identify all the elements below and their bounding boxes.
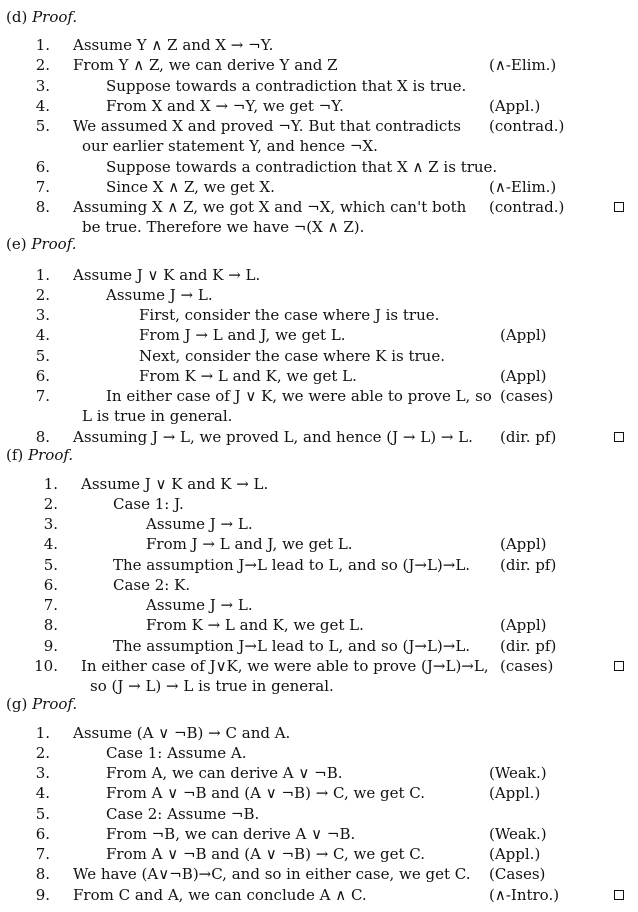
justification: (contrad.) [489, 198, 565, 216]
qed-box-icon [614, 202, 624, 212]
line-text: From A ∨ ¬B and (A ∨ ¬B) → C, we get C. [106, 845, 425, 863]
line-number: 4. [43, 535, 58, 553]
justification: (∧-Intro.) [489, 886, 560, 904]
proof-title: Proof. [32, 8, 78, 26]
line-text: Case 1: J. [113, 495, 184, 513]
proof-title: Proof. [32, 695, 78, 713]
line-text: Assume J → L. [146, 515, 253, 533]
proof-item-letter: (d) [6, 8, 28, 26]
line-number: 5. [35, 347, 50, 365]
justification: (Weak.) [489, 825, 547, 843]
line-text: Assume J → L. [146, 596, 253, 614]
justification: (dir. pf) [500, 556, 557, 574]
justification: (Cases) [489, 865, 546, 883]
line-number: 4. [35, 784, 50, 802]
justification: (dir. pf) [500, 637, 557, 655]
line-number: 9. [43, 637, 58, 655]
line-text: Assume (A ∨ ¬B) → C and A. [73, 724, 291, 742]
justification: (Appl) [500, 616, 547, 634]
line-number: 8. [35, 198, 50, 216]
proof-label [6, 695, 77, 713]
line-number: 2. [43, 495, 58, 513]
proof-item-letter: (e) [6, 235, 27, 253]
line-number: 7. [35, 387, 50, 405]
line-number: 7. [43, 596, 58, 614]
line-text: Case 2: K. [113, 576, 191, 594]
proof-title: Proof. [28, 446, 74, 464]
line-text: The assumption J→L lead to L, and so (J→L)→L. [113, 637, 471, 655]
justification: (Weak.) [489, 764, 547, 782]
proof-title: Proof. [31, 235, 77, 253]
line-number: 7. [35, 845, 50, 863]
line-text: Assume J ∨ K and K → L. [81, 475, 269, 493]
justification: (Appl) [500, 367, 547, 385]
line-number: 6. [43, 576, 58, 594]
justification: (Appl.) [489, 845, 541, 863]
line-number: 4. [35, 97, 50, 115]
proof-label [6, 8, 77, 26]
line-number: 5. [35, 805, 50, 823]
line-text: In either case of J ∨ K, we were able to prove L, so [106, 387, 492, 405]
line-number: 3. [35, 764, 50, 782]
proof-label [6, 446, 73, 464]
line-text-continued: our earlier statement Y, and hence ¬X. [82, 137, 378, 155]
line-number: 2. [35, 744, 50, 762]
qed-box-icon [614, 661, 624, 671]
line-number: 8. [35, 428, 50, 446]
line-text: In either case of J∨K, we were able to prove (J→L)→L, [81, 657, 489, 675]
line-number: 1. [35, 36, 50, 54]
line-text-continued: be true. Therefore we have ¬(X ∧ Z). [82, 218, 365, 236]
line-number: 1. [35, 724, 50, 742]
line-number: 1. [43, 475, 58, 493]
justification: (Appl) [500, 326, 547, 344]
justification: (cases) [500, 387, 554, 405]
line-text: Suppose towards a contradiction that X ∧ Z is true. [106, 158, 498, 176]
line-text: Assume J ∨ K and K → L. [73, 266, 261, 284]
justification: (Appl) [500, 535, 547, 553]
line-number: 8. [35, 865, 50, 883]
qed-box-icon [614, 890, 624, 900]
line-number: 3. [35, 306, 50, 324]
line-number: 3. [43, 515, 58, 533]
line-text: We have (A∨¬B)→C, and so in either case, we get C. [73, 865, 471, 883]
line-text: From X and X → ¬Y, we get ¬Y. [106, 97, 344, 115]
line-number: 5. [35, 117, 50, 135]
justification: (dir. pf) [500, 428, 557, 446]
line-text: We assumed X and proved ¬Y. But that contradicts [73, 117, 461, 135]
line-text-continued: L is true in general. [82, 407, 233, 425]
justification: (Appl.) [489, 97, 541, 115]
proof-label [6, 235, 77, 253]
qed-box-icon [614, 432, 624, 442]
line-number: 3. [35, 77, 50, 95]
proof-item-letter: (f) [6, 446, 24, 464]
justification: (cases) [500, 657, 554, 675]
justification: (∧-Elim.) [489, 56, 557, 74]
line-number: 2. [35, 286, 50, 304]
line-text: Assuming X ∧ Z, we got X and ¬X, which can't both [73, 198, 467, 216]
line-number: 9. [35, 886, 50, 904]
line-text: Assume J → L. [106, 286, 213, 304]
line-text: From K → L and K, we get L. [139, 367, 357, 385]
line-text: From J → L and J, we get L. [146, 535, 353, 553]
line-text: First, consider the case where J is true. [139, 306, 440, 324]
line-number: 6. [35, 158, 50, 176]
line-number: 8. [43, 616, 58, 634]
line-text: Since X ∧ Z, we get X. [106, 178, 275, 196]
line-number: 6. [35, 825, 50, 843]
justification: (Appl.) [489, 784, 541, 802]
line-text: From ¬B, we can derive A ∨ ¬B. [106, 825, 356, 843]
line-text: From A, we can derive A ∨ ¬B. [106, 764, 343, 782]
line-number: 4. [35, 326, 50, 344]
line-text: Assuming J → L, we proved L, and hence (J → L) → L. [73, 428, 473, 446]
line-text: Assume Y ∧ Z and X → ¬Y. [73, 36, 274, 54]
line-text: Suppose towards a contradiction that X is true. [106, 77, 467, 95]
line-number: 10. [34, 657, 58, 675]
line-text: From C and A, we can conclude A ∧ C. [73, 886, 367, 904]
line-text: The assumption J→L lead to L, and so (J→L)→L. [113, 556, 471, 574]
line-number: 6. [35, 367, 50, 385]
line-text: From J → L and J, we get L. [139, 326, 346, 344]
justification: (contrad.) [489, 117, 565, 135]
line-text: Next, consider the case where K is true. [139, 347, 445, 365]
line-number: 7. [35, 178, 50, 196]
line-text: Case 2: Assume ¬B. [106, 805, 260, 823]
proof-item-letter: (g) [6, 695, 28, 713]
justification: (∧-Elim.) [489, 178, 557, 196]
line-number: 5. [43, 556, 58, 574]
line-text: From A ∨ ¬B and (A ∨ ¬B) → C, we get C. [106, 784, 425, 802]
line-number: 1. [35, 266, 50, 284]
line-number: 2. [35, 56, 50, 74]
line-text: Case 1: Assume A. [106, 744, 247, 762]
line-text-continued: so (J → L) → L is true in general. [90, 677, 334, 695]
line-text: From K → L and K, we get L. [146, 616, 364, 634]
line-text: From Y ∧ Z, we can derive Y and Z [73, 56, 338, 74]
